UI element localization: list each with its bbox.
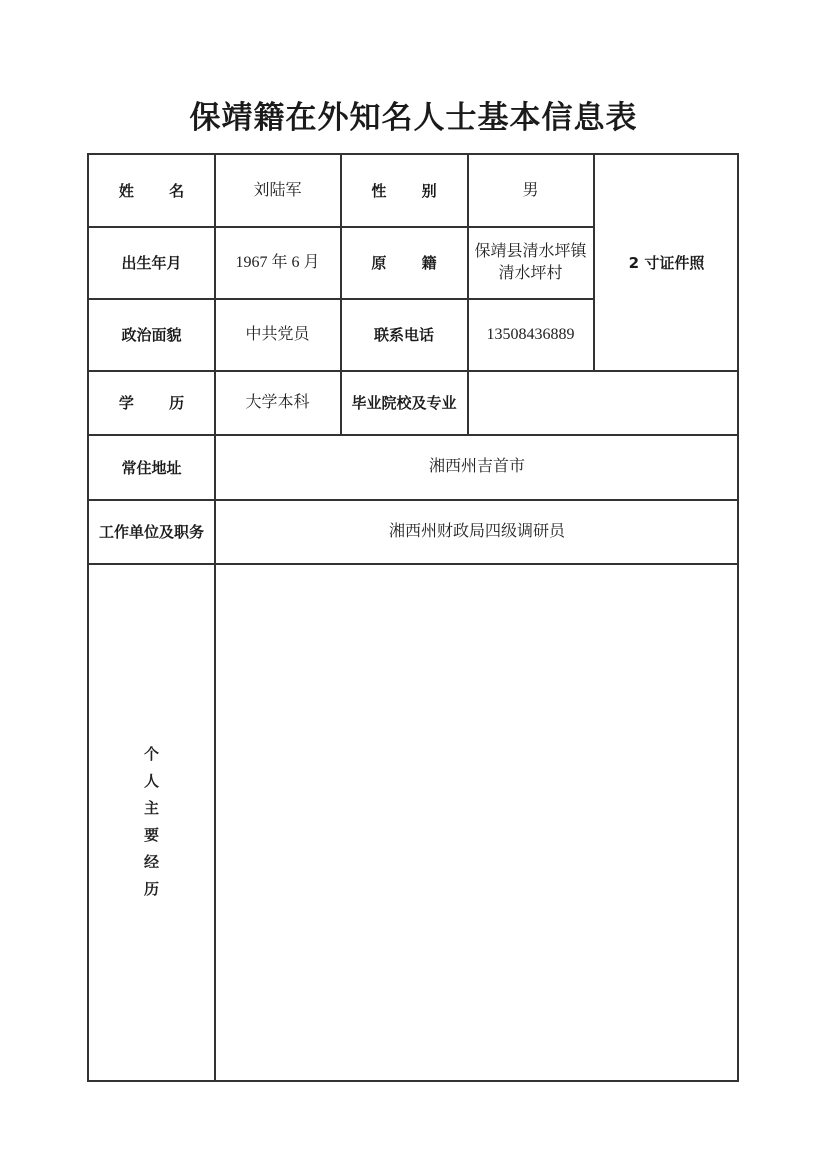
name-label: 姓 名 — [118, 182, 200, 200]
gender-value: 男 — [522, 181, 539, 199]
birth-value: 1967 年 6 月 — [235, 253, 320, 271]
political-label: 政治面貌 — [121, 326, 182, 344]
school-value — [468, 371, 739, 434]
work-label: 工作单位及职务 — [98, 523, 204, 541]
phone-label: 联系电话 — [373, 326, 434, 344]
experience-label-char: 个 — [143, 745, 159, 763]
address-value: 湘西州吉首市 — [428, 458, 525, 475]
experience-label-char: 要 — [143, 826, 159, 844]
experience-value — [215, 564, 739, 1080]
photo-placeholder: 2 寸证件照 — [628, 254, 705, 272]
birth-label: 出生年月 — [121, 254, 182, 272]
origin-value-line1: 保靖县清水坪镇 — [474, 242, 587, 260]
origin-label: 原 籍 — [371, 254, 452, 272]
origin-value-line2: 清水坪村 — [498, 264, 563, 282]
education-value: 大学本科 — [245, 393, 310, 411]
work-value: 湘西州财政局四级调研员 — [388, 522, 565, 540]
experience-label — [89, 564, 214, 1080]
page-title: 保靖籍在外知名人士基本信息表 — [189, 100, 638, 136]
experience-label-char: 经 — [143, 853, 159, 871]
political-value: 中共党员 — [245, 325, 310, 343]
origin-value — [468, 227, 593, 298]
education-label: 学 历 — [118, 394, 200, 412]
experience-label-char: 主 — [143, 799, 159, 817]
school-label: 毕业院校及专业 — [351, 394, 457, 412]
experience-label-char: 人 — [143, 772, 159, 790]
phone-value: 13508436889 — [486, 325, 575, 343]
experience-label-char: 历 — [143, 880, 159, 898]
gender-label: 性 别 — [371, 182, 452, 200]
name-value: 刘陆军 — [253, 181, 302, 199]
address-label: 常住地址 — [121, 458, 182, 477]
info-form-table — [87, 153, 739, 1082]
